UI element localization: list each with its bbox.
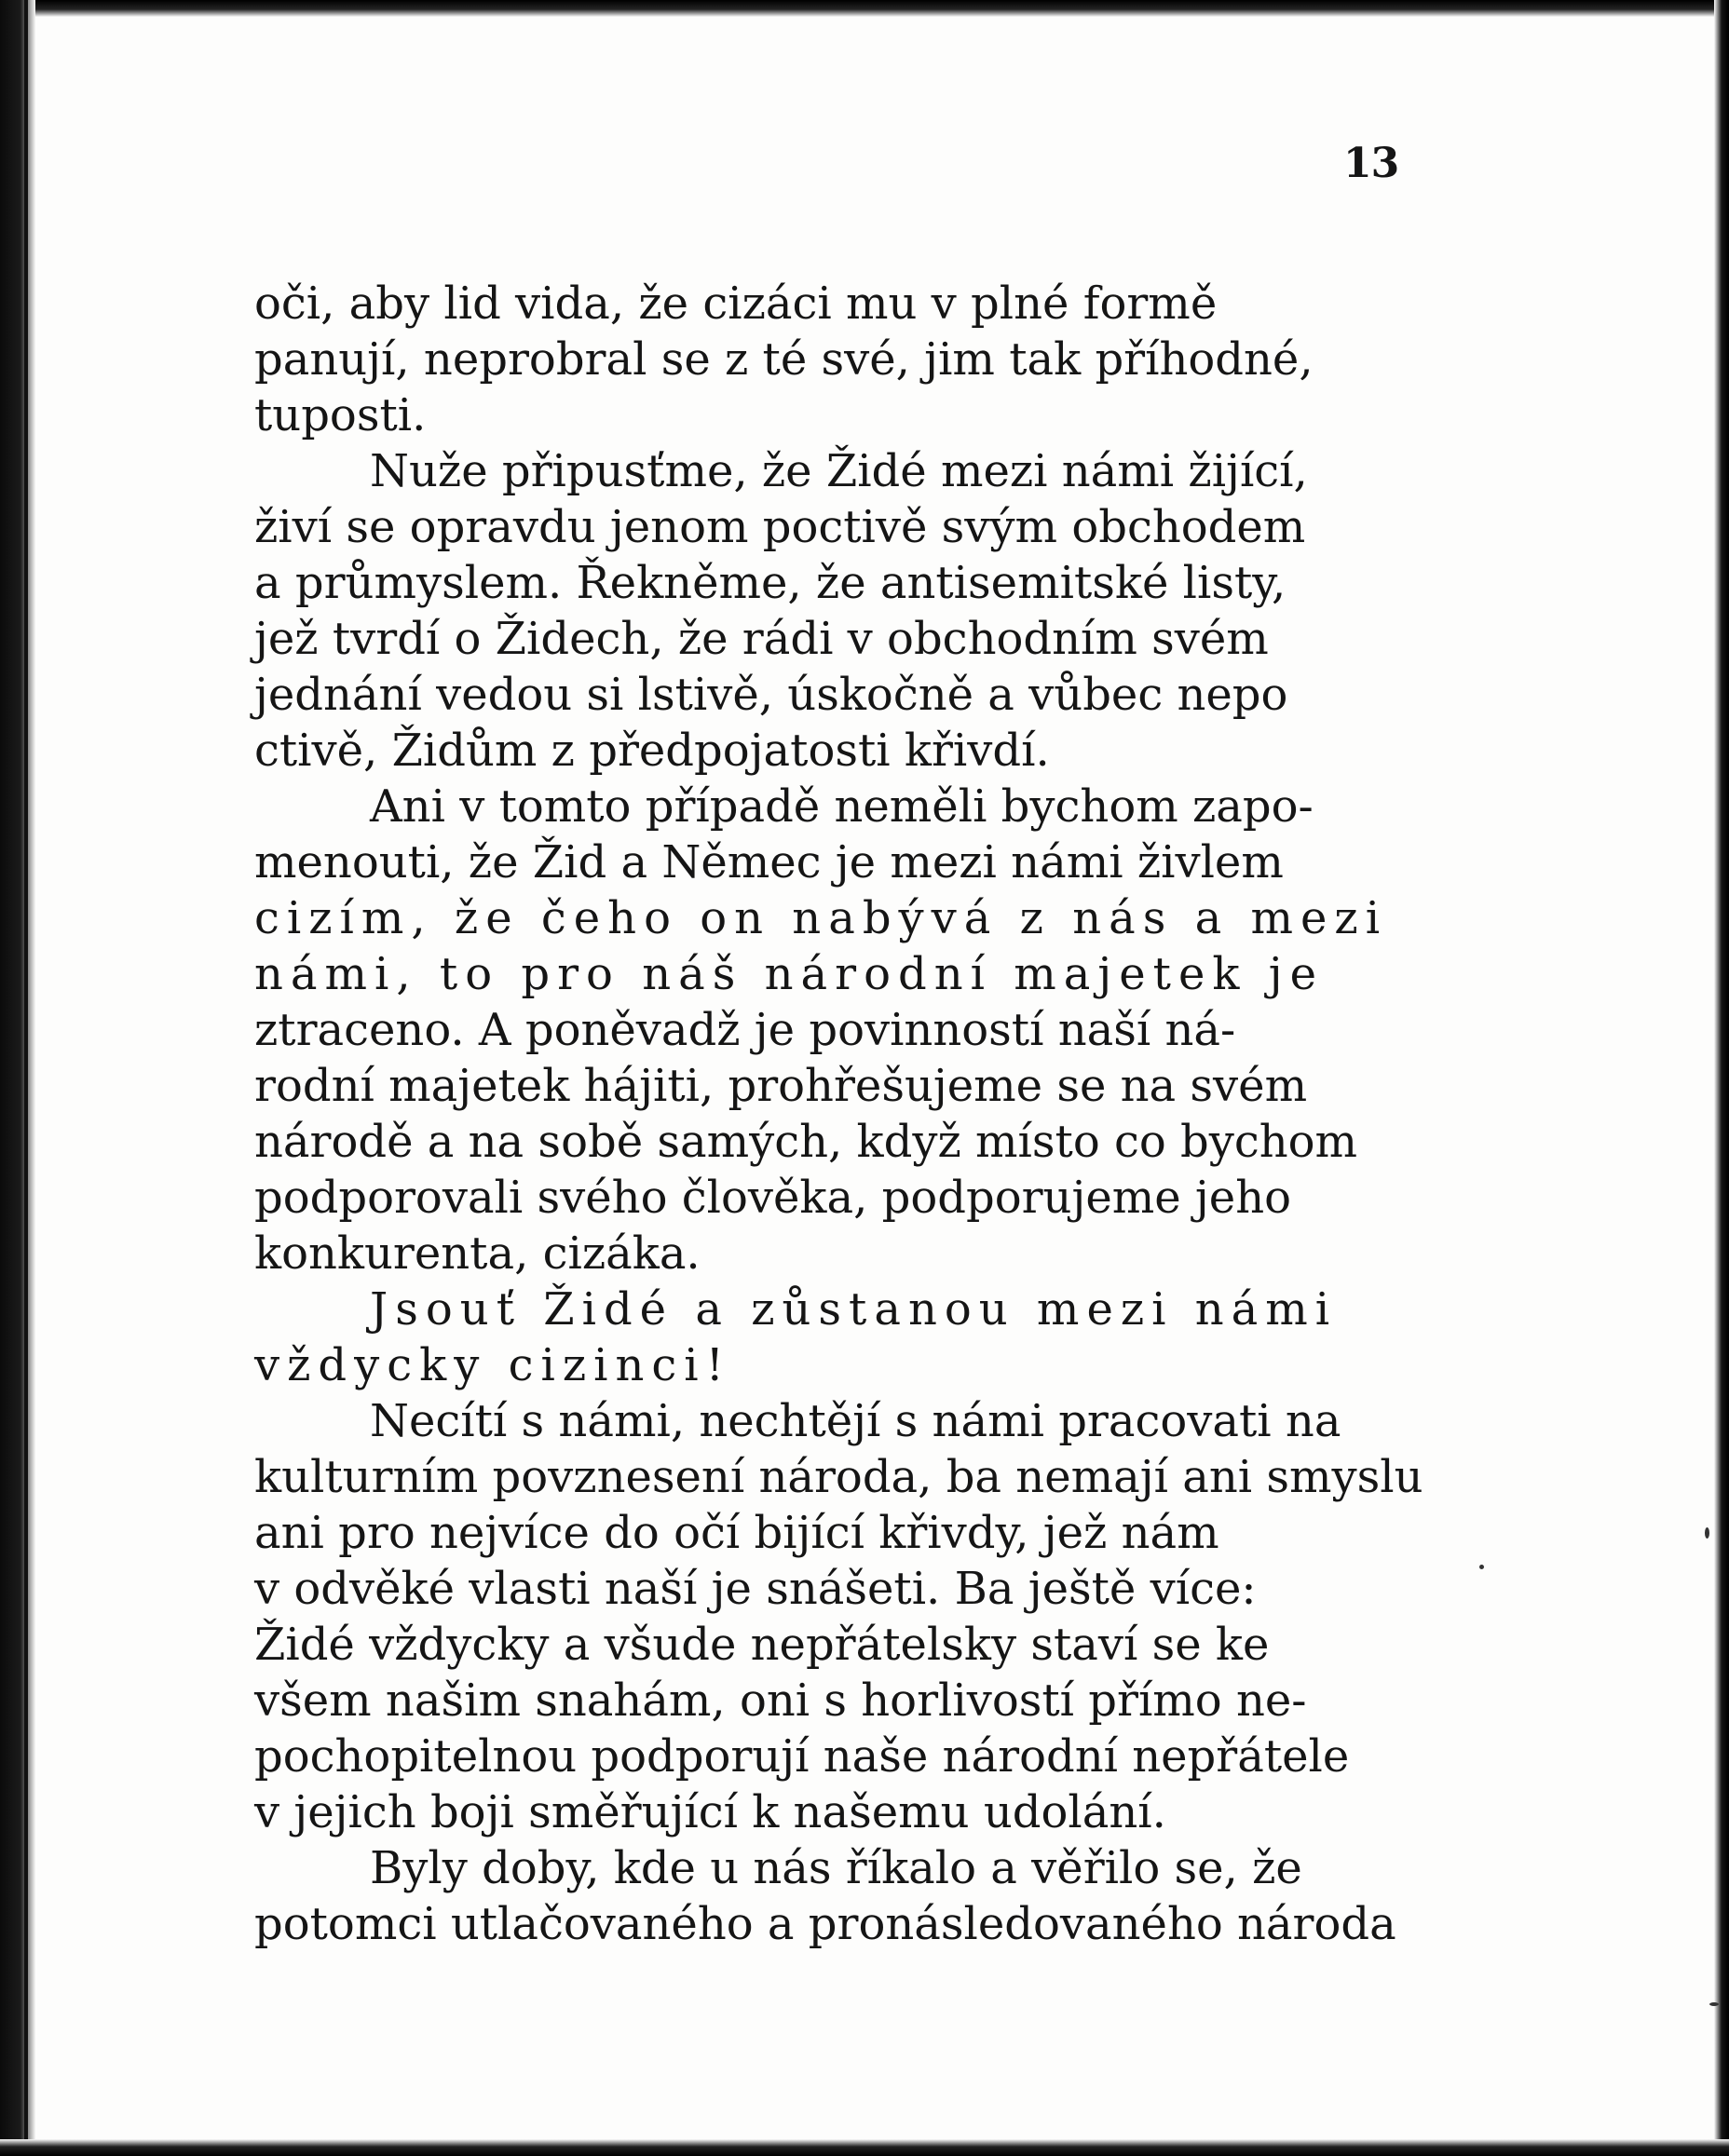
right-scan-edge	[1714, 0, 1729, 2156]
text-line-24: v odvěké vlasti naší je snášeti. Ba ještě více:	[254, 1563, 1257, 1615]
text-line-9: ctivě, Židům z předpojatosti křivdí.	[254, 725, 1050, 777]
left-binding-line	[24, 0, 28, 2156]
text-line-16: národě a na sobě samých, když místo co bychom	[254, 1116, 1358, 1168]
text-line-4: Nuže připusťme, že Židé mezi námi žijící,	[370, 445, 1308, 497]
body-text	[254, 276, 1423, 1952]
scan-speck	[1705, 1527, 1709, 1539]
text-line-5: živí se opravdu jenom poctivě svým obchodem	[254, 501, 1306, 553]
text-line-28: v jejich boji směřující k našemu udolání.	[254, 1786, 1166, 1838]
text-line-27: pochopitelnou podporují naše národní nepřátele	[254, 1730, 1350, 1783]
text-line-6: a průmyslem. Řekněme, že antisemitské listy,	[254, 557, 1287, 609]
left-scan-edge	[0, 0, 35, 2156]
scan-speck	[1479, 1565, 1484, 1569]
text-line-13: námi, to pro náš národní majetek je	[254, 948, 1324, 1000]
text-line-1: oči, aby lid vida, že cizáci mu v plné formě	[254, 278, 1218, 330]
text-line-19: Jsouť Židé a zůstanou mezi námi	[370, 1283, 1338, 1336]
text-line-7: jež tvrdí o Židech, že rádi v obchodním svém	[254, 613, 1269, 665]
text-line-30: potomci utlačovaného a pronásledovaného národa	[254, 1898, 1396, 1950]
text-line-8: jednání vedou si lstivě, úskočně a vůbec nepo	[254, 669, 1288, 721]
text-line-12: cizím, že čeho on nabývá z nás a mezi	[254, 892, 1388, 944]
text-line-17: podporovali svého člověka, podporujeme jeho	[254, 1172, 1292, 1224]
text-line-22: kulturním povznesení národa, ba nemají ani smyslu	[254, 1451, 1423, 1503]
text-line-15: rodní majetek hájiti, prohřešujeme se na svém	[254, 1060, 1308, 1112]
text-line-23: ani pro nejvíce do očí bijící křivdy, jež nám	[254, 1507, 1219, 1559]
text-line-21: Necítí s námi, nechtějí s námi pracovati na	[370, 1395, 1341, 1447]
text-line-18: konkurenta, cizáka.	[254, 1227, 701, 1280]
scan-speck	[1709, 2002, 1719, 2006]
text-line-29: Byly doby, kde u nás říkalo a věřilo se, že	[370, 1842, 1302, 1894]
text-line-26: všem našim snahám, oni s horlivostí přímo ne-	[254, 1675, 1307, 1727]
text-line-20: vždycky cizinci!	[254, 1339, 731, 1391]
text-line-2: panují, neprobral se z té své, jim tak příhodné,	[254, 333, 1314, 386]
top-scan-edge	[0, 0, 1729, 17]
bottom-scan-edge	[0, 2139, 1729, 2156]
text-line-11: menouti, že Žid a Němec je mezi námi živlem	[254, 836, 1284, 888]
page-number: 13	[1343, 140, 1399, 187]
text-line-3: tuposti.	[254, 389, 427, 441]
text-line-10: Ani v tomto případě neměli bychom zapo-	[370, 780, 1314, 833]
text-line-14: ztraceno. A poněvadž je povinností naší ná-	[254, 1004, 1236, 1056]
text-line-25: Židé vždycky a všude nepřátelsky staví se ke	[254, 1619, 1270, 1671]
